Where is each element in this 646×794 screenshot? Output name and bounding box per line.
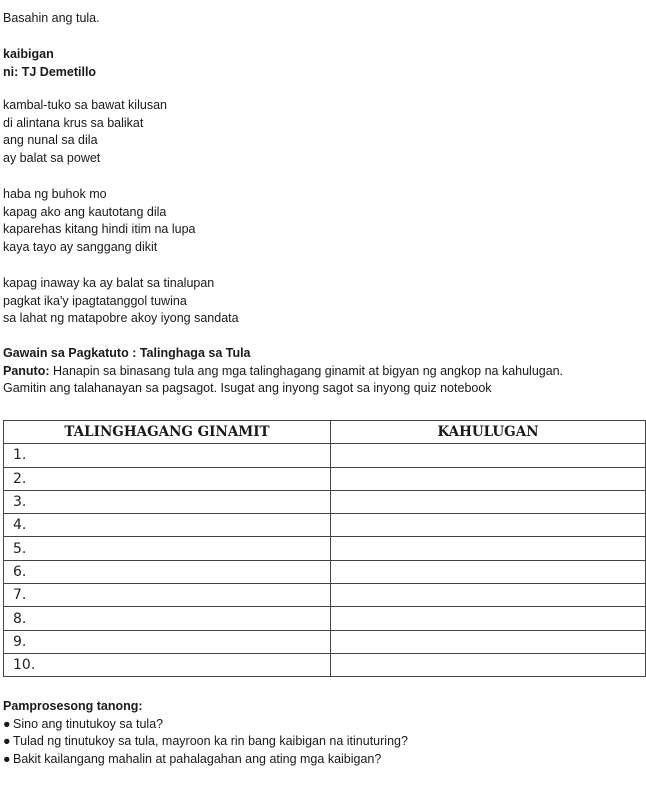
- table-row: [4, 653, 646, 676]
- row-number: 9.: [4, 630, 331, 653]
- poem-line: kapag ako ang kautotang dila: [3, 204, 167, 219]
- question-text: Bakit kailangang mahalin at pahalagahan ang ating mga kaibigan?: [13, 751, 382, 766]
- answer-cell: [331, 584, 646, 607]
- poem-line: kambal-tuko sa bawat kilusan: [3, 98, 167, 112]
- poem-line: kaparehas kitang hindi itim na lupa: [3, 222, 196, 236]
- table-row: [4, 584, 646, 607]
- directions-label: Panuto:: [3, 363, 50, 378]
- table-row: [4, 490, 646, 513]
- directions-text: Hanapin sa binasang tula ang mga talinghagang ginamit at bigyan ng angkop na kahulugan.: [49, 363, 564, 378]
- activity-directions: [3, 363, 563, 381]
- bullet-icon: ●: [3, 716, 11, 731]
- activity-section: [3, 345, 563, 398]
- answer-cell: [331, 537, 646, 560]
- poem-author: ni: TJ Demetillo: [3, 64, 97, 79]
- poem-line: di alintana krus sa balikat: [3, 115, 144, 130]
- table-row: [4, 514, 646, 537]
- row-number: 7.: [4, 584, 331, 607]
- answer-cell: [331, 490, 646, 513]
- poem-line: ang nunal sa dila: [3, 133, 98, 147]
- table-row: [4, 560, 646, 583]
- poem-header: [3, 46, 96, 81]
- answer-cell: [331, 514, 646, 537]
- bullet-icon: ●: [3, 734, 11, 748]
- answer-table: [3, 420, 646, 677]
- poem-line: kapag inaway ka ay balat sa tinalupan: [3, 276, 215, 290]
- activity-heading: Gawain sa Pagkatuto : Talinghaga sa Tula: [3, 346, 251, 360]
- row-number: 3.: [4, 490, 331, 513]
- table-header-row: [4, 421, 646, 444]
- row-number: 1.: [4, 444, 331, 467]
- questions-section: [3, 698, 408, 768]
- instruction-text: Basahin ang tula.: [3, 11, 100, 25]
- question-item: [3, 733, 408, 751]
- answer-cell: [331, 444, 646, 467]
- answer-cell: [331, 560, 646, 583]
- bullet-icon: ●: [3, 751, 11, 766]
- question-item: [3, 751, 408, 769]
- answer-cell: [331, 630, 646, 653]
- row-number: 10.: [4, 653, 331, 676]
- answer-cell: [331, 653, 646, 676]
- question-text: Sino ang tinutukoy sa tula?: [13, 716, 164, 731]
- table-row: [4, 537, 646, 560]
- answer-cell: [331, 467, 646, 490]
- table-row: [4, 630, 646, 653]
- poem-line: pagkat ika'y ipagtatanggol tuwina: [3, 293, 187, 308]
- poem-line: ay balat sa powet: [3, 150, 101, 165]
- activity-directions-line-2: Gamitin ang talahanayan sa pagsagot. Isugat ang inyong sagot sa inyong quiz notebook: [3, 381, 492, 395]
- row-number: 4.: [4, 514, 331, 537]
- poem-line: sa lahat ng matapobre akoy iyong sandata: [3, 311, 239, 325]
- row-number: 5.: [4, 537, 331, 560]
- poem-stanza-3: [3, 275, 239, 328]
- header-kahulugan: KAHULUGAN: [331, 421, 646, 444]
- answer-cell: [331, 607, 646, 630]
- header-talinghaga: TALINGHAGANG GINAMIT: [4, 421, 331, 444]
- poem-stanza-1: [3, 97, 167, 167]
- poem-line: kaya tayo ay sanggang dikit: [3, 239, 158, 254]
- poem-stanza-2: [3, 186, 195, 256]
- row-number: 6.: [4, 560, 331, 583]
- poem-title: kaibigan: [3, 47, 54, 61]
- table-row: [4, 607, 646, 630]
- table-row: [4, 444, 646, 467]
- question-item: [3, 716, 408, 734]
- poem-line: haba ng buhok mo: [3, 187, 107, 201]
- row-number: 8.: [4, 607, 331, 630]
- row-number: 2.: [4, 467, 331, 490]
- table-row: [4, 467, 646, 490]
- questions-heading: Pamprosesong tanong:: [3, 699, 143, 713]
- question-text: Tulad ng tinutukoy sa tula, mayroon ka rin bang kaibigan na itinuturing?: [13, 734, 408, 748]
